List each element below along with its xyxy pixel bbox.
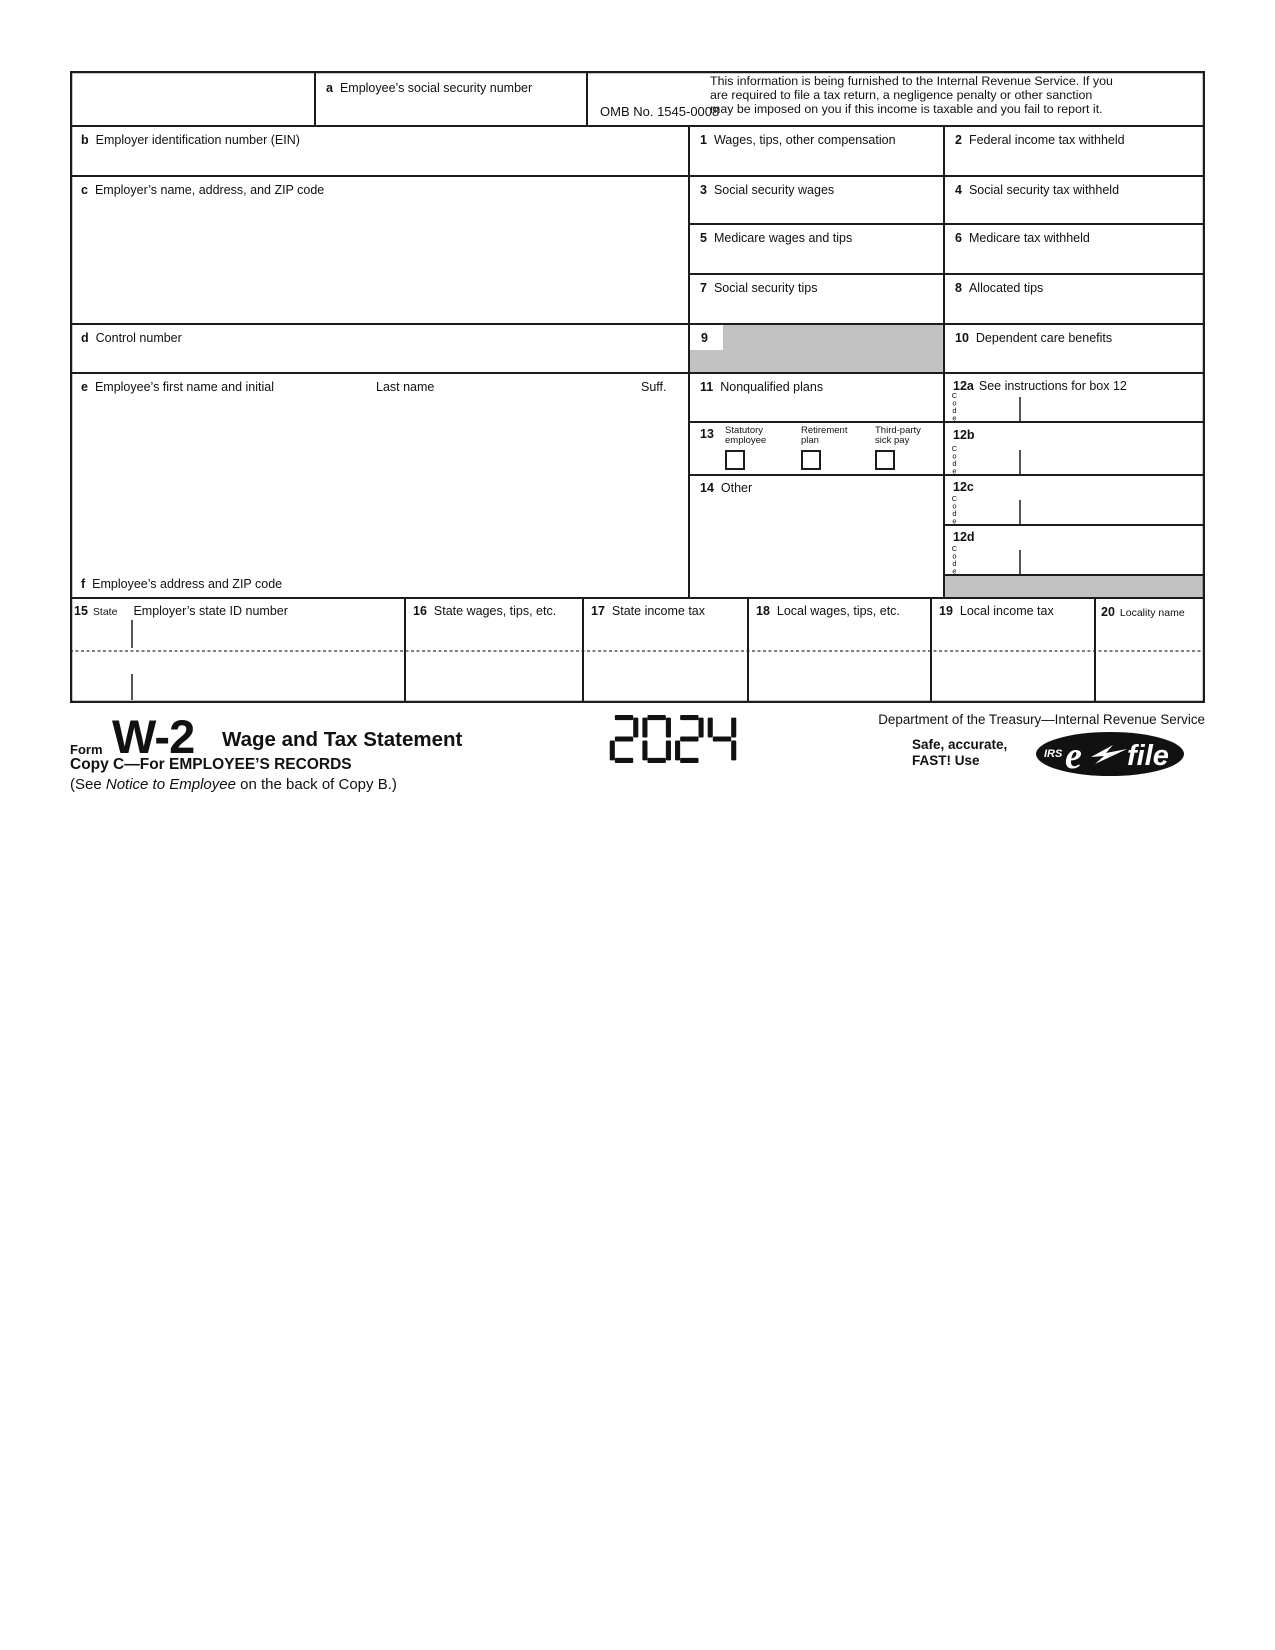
box-6-label: 6 Medicare tax withheld [955, 231, 1090, 245]
see-notice-line: (See Notice to Employee on the back of Copy B.) [70, 776, 397, 793]
third-party-sick-pay-checkbox[interactable] [875, 450, 895, 470]
box-9-label: 9 [701, 331, 708, 345]
box-14-label: 14 Other [700, 481, 753, 495]
box-12c-code-label: Code [950, 494, 959, 524]
retirement-plan-checkbox[interactable] [801, 450, 821, 470]
box-2-label: 2 Federal income tax withheld [955, 133, 1125, 147]
box-11-label: 11 Nonqualified plans [700, 380, 824, 394]
box-12d-label: 12d [953, 530, 975, 544]
irs-furnishing-notice: This information is being furnished to the Internal Revenue Service. If you are required to file a tax return, a negligence penalty or other sanction may be imposed on you if this income is taxable and you fail to report it. [710, 74, 1113, 116]
box-e-last-name-label: Last name [376, 380, 435, 394]
box-7-label: 7 Social security tips [700, 281, 818, 295]
form-year [607, 714, 739, 764]
box-e-label: e Employee’s first name and initial [81, 380, 274, 394]
omb-number: OMB No. 1545-0008 [600, 104, 720, 119]
box-8-label: 8 Allocated tips [955, 281, 1044, 295]
statutory-employee-checkbox[interactable] [725, 450, 745, 470]
svg-text:file: file [1127, 740, 1169, 772]
efile-tagline: Safe, accurate, FAST! Use [912, 737, 1008, 768]
form-title: Wage and Tax Statement [222, 728, 463, 751]
box-f-label: f Employee’s address and ZIP code [81, 577, 283, 591]
box-12b-code-label: Code [950, 444, 959, 474]
box-4-label: 4 Social security tax withheld [955, 183, 1120, 197]
box-b-label: b Employer identification number (EIN) [81, 133, 300, 147]
box-19-label: 19 Local income tax [939, 604, 1054, 618]
box-e-suffix-label: Suff. [641, 380, 667, 394]
box-12a-label: 12a See instructions for box 12 [953, 379, 1127, 393]
box-15-label: 15 State Employer’s state ID number [74, 604, 288, 618]
box-16-label: 16 State wages, tips, etc. [413, 604, 557, 618]
svg-text:e: e [1065, 735, 1082, 777]
statutory-employee-field: Statutory employee [725, 426, 783, 470]
box-5-label: 5 Medicare wages and tips [700, 231, 853, 245]
box-18-label: 18 Local wages, tips, etc. [756, 604, 900, 618]
box-1-label: 1 Wages, tips, other compensation [700, 133, 896, 147]
box-10-label: 10 Dependent care benefits [955, 331, 1113, 345]
box-d-label: d Control number [81, 331, 182, 345]
retirement-plan-field: Retirement plan [801, 426, 861, 470]
box-12c-label: 12c [953, 480, 974, 494]
box-3-label: 3 Social security wages [700, 183, 835, 197]
box-c-label: c Employer’s name, address, and ZIP code [81, 183, 325, 197]
irs-efile-logo [1035, 731, 1185, 777]
w2-form [70, 71, 1205, 703]
box-13-label: 13 [700, 427, 714, 441]
box-12b-label: 12b [953, 428, 975, 442]
copy-line: Copy C—For EMPLOYEE’S RECORDS [70, 756, 352, 773]
box-12a-code-label: Code [950, 391, 959, 421]
svg-text:IRS: IRS [1044, 748, 1063, 760]
department-line: Department of the Treasury—Internal Revenue Service [878, 712, 1205, 727]
form-number: W-2 [112, 710, 195, 763]
box-a-label: a Employee’s social security number [326, 81, 533, 95]
form-word: Form [70, 742, 103, 757]
box-12d-code-label: Code [950, 544, 959, 574]
box-20-label: 20 Locality name [1101, 605, 1185, 619]
third-party-sick-pay-field: Third-party sick pay [875, 426, 939, 470]
box-17-label: 17 State income tax [591, 604, 706, 618]
